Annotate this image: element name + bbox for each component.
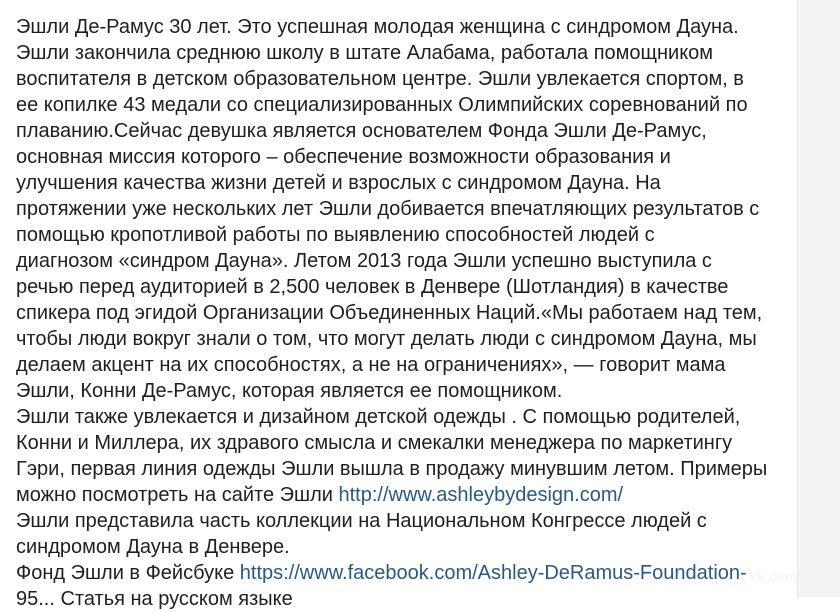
facebook-foundation-link[interactable]: https://www.facebook.com/Ashley-DeRamus-Foundation- (239, 562, 747, 584)
text-line: Конни и Миллера, их здравого смысла и смекалки менеджера по маркетингу (16, 432, 733, 454)
text-line-with-link (16, 482, 796, 508)
text-line: спикера под эгидой Организации Объединенных Наций.«Мы работаем над тем, (16, 302, 763, 324)
post-text (16, 14, 796, 612)
text-line: Эшли закончила среднюю школу в штате Алабама, работала помощником (16, 42, 714, 64)
text-line: улучшения качества жизни детей и взрослых с синдромом Дауна. На (16, 172, 661, 194)
text-line: Эшли, Конни Де-Рамус, которая является ее помощником. (16, 380, 563, 402)
text-line: Эшли представила часть коллекции на Национальном Конгрессе людей с (16, 510, 707, 532)
text-line-cut-off: 95... Статья на русском языке (16, 588, 293, 610)
text-line: Эшли Де-Рамус 30 лет. Это успешная молодая женщина с синдромом Дауна. (16, 16, 739, 38)
ashleybydesign-link[interactable]: http://www.ashleybydesign.com/ (338, 484, 624, 506)
text-line: делаем акцент на их способностях, а не на ограничениях», — говорит мама (16, 354, 726, 376)
text-line-with-link (16, 560, 796, 586)
text-line: воспитателя в детском образовательном центре. Эшли увлекается спортом, в (16, 68, 744, 90)
text-fragment: можно посмотреть на сайте Эшли (16, 484, 339, 506)
text-line: диагнозом «синдром Дауна». Летом 2013 года Эшли успешно выступила с (16, 250, 712, 272)
text-line: чтобы люди вокруг знали о том, что могут делать люди с синдромом Дауна, мы (16, 328, 757, 350)
text-line: Гэри, первая линия одежды Эшли вышла в продажу минувшим летом. Примеры (16, 458, 768, 480)
text-line: помощью кропотливой работы по выявлению способностей людей с (16, 224, 655, 246)
text-line: основная миссия которого – обеспечение возможности образования и (16, 146, 671, 168)
text-line: протяжении уже нескольких лет Эшли добивается впечатляющих результатов с (16, 198, 760, 220)
text-line: синдромом Дауна в Денвере. (16, 536, 290, 558)
right-sidebar (797, 0, 840, 597)
text-line: речью перед аудиторией в 2,500 человек в Денвере (Шотландия) в качестве (16, 276, 729, 298)
text-line: ее копилке 43 медали со специализированных Олимпийских соревнований по (16, 94, 748, 116)
text-fragment: Фонд Эшли в Фейсбуке (16, 562, 240, 584)
text-line: плаванию.Сейчас девушка является основателем Фонда Эшли Де-Рамус, (16, 120, 707, 142)
watermark: vk.com (750, 569, 798, 584)
text-line: Эшли также увлекается и дизайном детской одежды . С помощью родителей, (16, 406, 741, 428)
